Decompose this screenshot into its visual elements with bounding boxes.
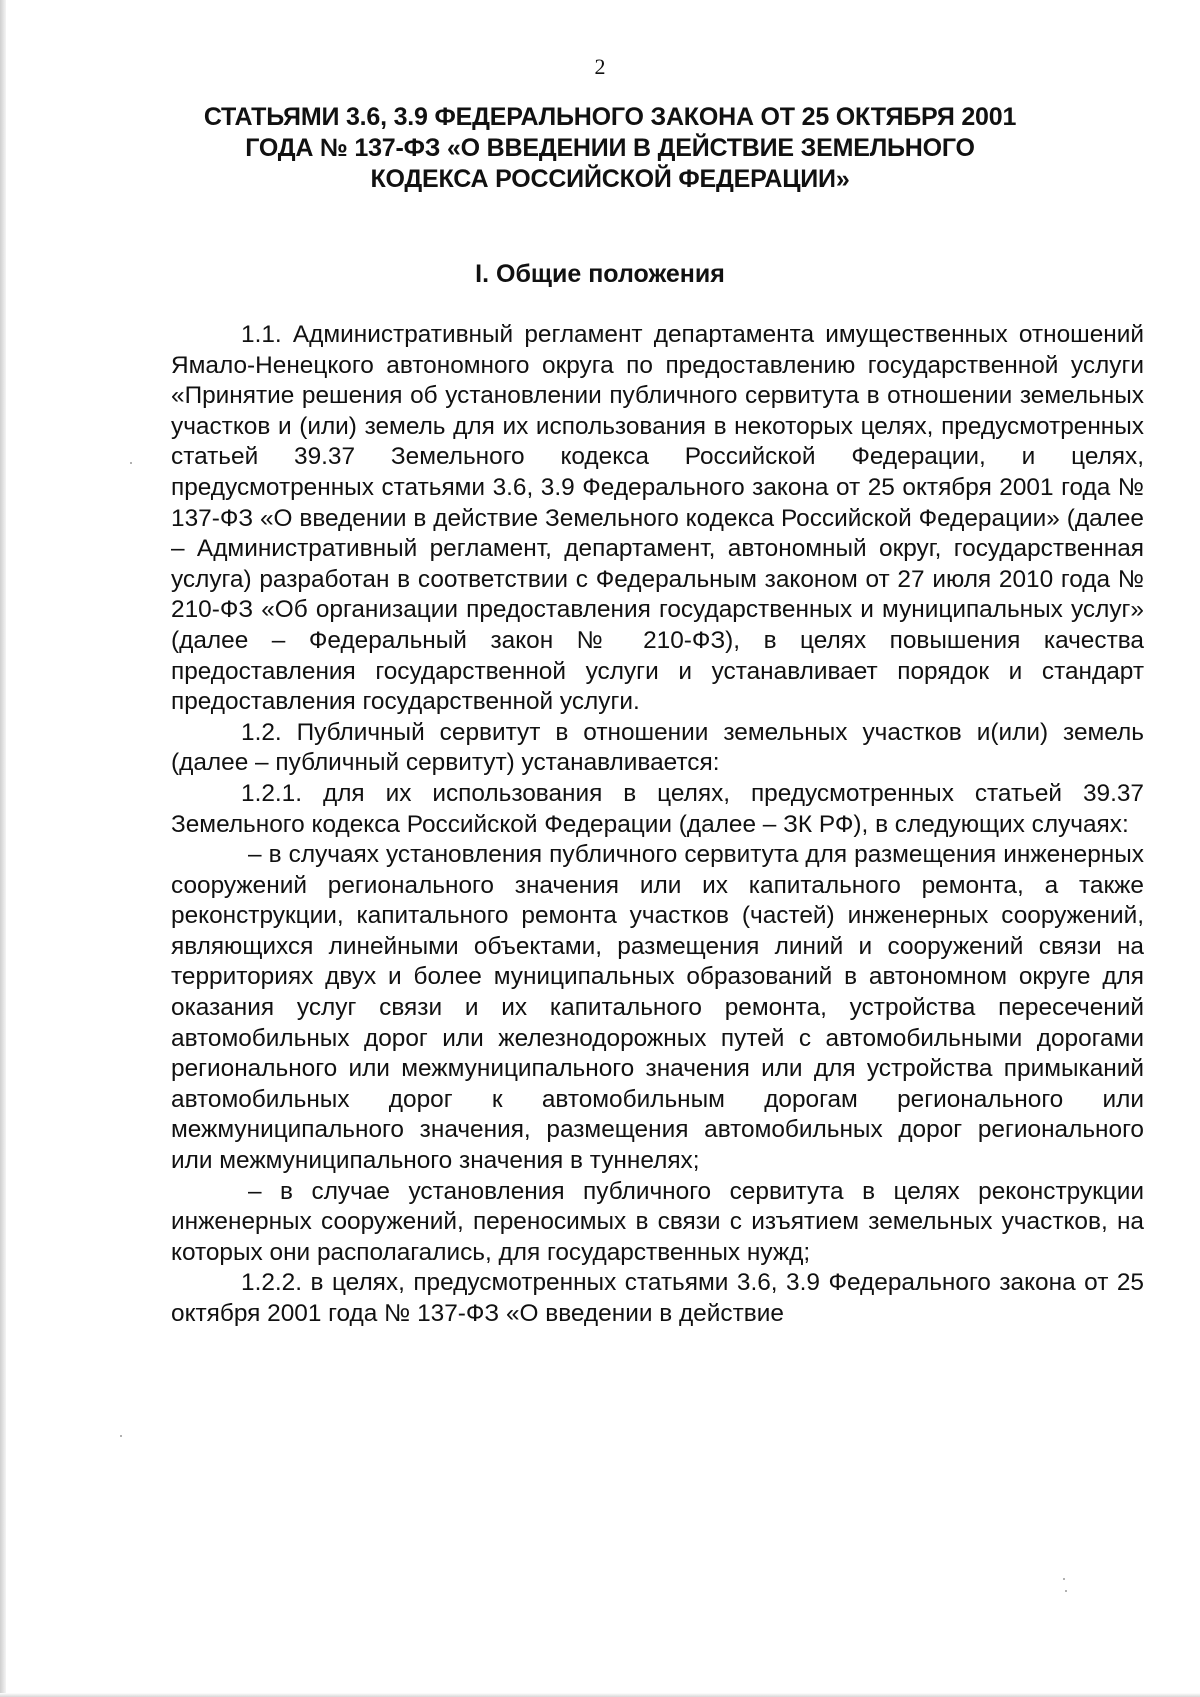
scan-shadow-left [0, 0, 6, 1697]
scan-speck [1063, 1578, 1065, 1580]
scan-speck [120, 1435, 122, 1437]
scan-shadow-bottom [0, 1693, 1200, 1697]
document-heading [130, 102, 1090, 195]
list-item-dash-2: – в случае установления публичного сервитута в целях реконструкции инженерных сооружений, переносимых в связи с изъятием земельных участков, на которых они располагались, для государственных нужд; [171, 1177, 1144, 1266]
section-title: I. Общие положения [475, 260, 725, 288]
list-item-dash-1: – в случаях установления публичного сервитута для размещения инженерных сооружений регионального значения или их капитального ремонта, а также реконструкции, капитального ремонта участков (частей) инженерных сооружений, являющихся линейными объектами, размещения линий и сооружений связи на территориях двух и более муниципальных образований в автономном округе для оказания услуг связи и их капитального ремонта, устройства пересечений автомобильных дорог или железнодорожных путей с автомобильными дорогами регионального или межмуниципального значения или для устройства примыканий автомобильных дорог к автомобильным дорогам регионального или межмуниципального значения, размещения автомобильных дорог регионального или межмуниципального значения в туннелях; [171, 841, 1144, 1175]
document-body [171, 320, 1144, 1330]
heading-line-1: СТАТЬЯМИ 3.6, 3.9 ФЕДЕРАЛЬНОГО ЗАКОНА ОТ 25 ОКТЯБРЯ 2001 [203, 103, 1017, 131]
page-number: 2 [594, 54, 606, 79]
heading-line-2: ГОДА № 137-ФЗ «О ВВЕДЕНИИ В ДЕЙСТВИЕ ЗЕМЕЛЬНОГО [245, 134, 975, 162]
heading-line-3: КОДЕКСА РОССИЙСКОЙ ФЕДЕРАЦИИ» [370, 165, 850, 193]
paragraph-1-1: 1.1. Административный регламент департамента имущественных отношений Ямало-Ненецкого автономного округа по предоставлению государственной услуги «Принятие решения об установлении публичного сервитута в отношении земельных участков и (или) земель для их использования в некоторых целях, предусмотренных статьей 39.37 Земельного кодекса Российской Федерации, и целях, предусмотренных статьями 3.6, 3.9 Федерального закона от 25 октября 2001 года № 137-ФЗ «О введении в действие Земельного кодекса Российской Федерации» (далее – Административный регламент, департамент, автономный округ, государственная услуга) разработан в соответствии с Федеральным законом от 27 июля 2010 года № 210-ФЗ «Об организации предоставления государственных и муниципальных услуг» (далее – Федеральный закон № 210-ФЗ), в целях повышения качества предоставления государственной услуги и устанавливает порядок и стандарт предоставления государственной услуги. [171, 321, 1144, 716]
paragraph-1-2-1: 1.2.1. для их использования в целях, предусмотренных статьей 39.37 Земельного кодекса Российской Федерации (далее – ЗК РФ), в следующих случаях: [171, 779, 1144, 838]
paragraph-1-2: 1.2. Публичный сервитут в отношении земельных участков и(или) земель (далее – публичный сервитут) устанавливается: [171, 718, 1144, 777]
scan-speck [1065, 1590, 1067, 1592]
scan-speck [130, 462, 132, 464]
paragraph-1-2-2: 1.2.2. в целях, предусмотренных статьями 3.6, 3.9 Федерального закона от 25 октября 2001 года № 137-ФЗ «О введении в действие [171, 1269, 1144, 1327]
